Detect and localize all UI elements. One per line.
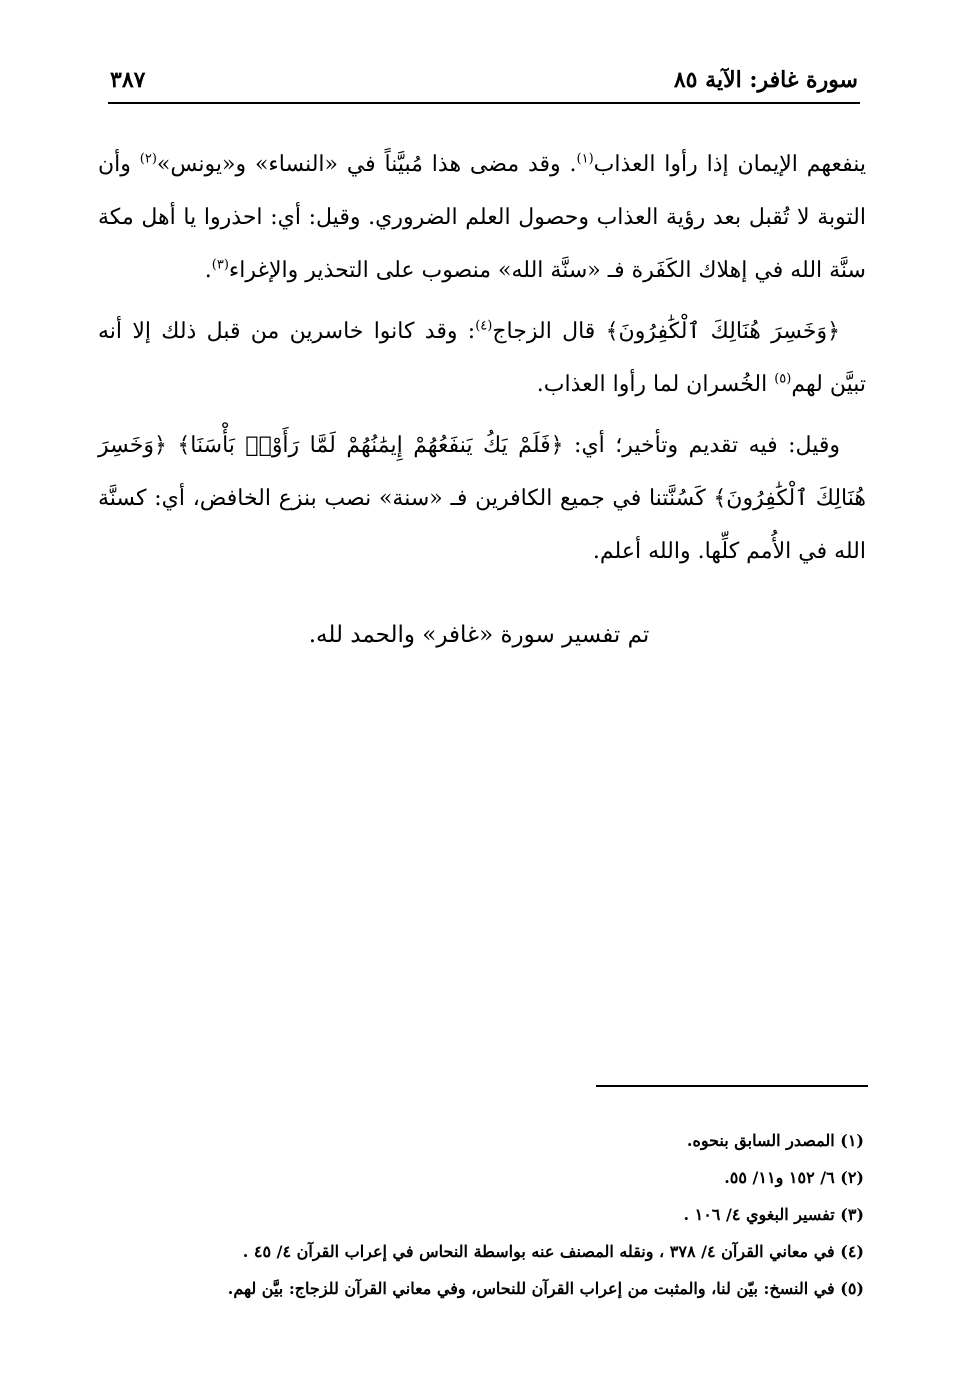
text-run: الخُسران لما رأوا العذاب. bbox=[536, 372, 775, 397]
running-title: سورة غافر: الآية ٨٥ bbox=[673, 67, 858, 93]
text-run bbox=[167, 433, 178, 458]
paragraph-2 bbox=[98, 305, 866, 411]
paragraph-1 bbox=[98, 138, 866, 297]
footnote-ref-5: (٥) bbox=[774, 371, 792, 387]
quran-verse: ﴿فَلَمْ يَكُ يَنفَعُهُمْ إِيمَٰنُهُمْ لَمَّا رَأَوْا۟ بَأْسَنَا﴾ bbox=[177, 433, 564, 458]
footnotes bbox=[120, 1122, 864, 1307]
footnote-rule bbox=[596, 1085, 868, 1087]
text-run: وقيل: فيه تقديم وتأخير؛ أي: bbox=[563, 433, 840, 458]
footnote-1: (١) المصدر السابق بنحوه. bbox=[686, 1131, 864, 1150]
quran-verse: ﴿وَخَسِرَ هُنَالِكَ ٱلْكَٰفِرُونَ﴾ bbox=[98, 433, 866, 511]
text-run: وأن التوبة لا تُقبل بعد رؤية العذاب وحصول العلم الضروري. وقيل: أي: احذروا يا أهل مكة سنَّة الله في إهلاك الكَفَرة فـ «سنَّة الله» منصوب على التحذير والإغراء bbox=[98, 152, 866, 283]
quran-verse: ﴿وَخَسِرَ هُنَالِكَ ٱلْكَٰفِرُونَ﴾ bbox=[605, 319, 841, 344]
footnote-2: (٢) ٦/ ١٥٢ و١١/ ٥٥. bbox=[724, 1168, 864, 1187]
text-run: : وقد كانوا خاسرين من قبل ذلك إلا أنه تبيَّن لهم bbox=[98, 319, 866, 397]
text-run: ينفعهم الإيمان إذا رأوا العذاب bbox=[593, 152, 866, 177]
footnote-4: (٤) في معاني القرآن ٤/ ٣٧٨ ، ونقله المصنف عنه بواسطة النحاس في إعراب القرآن ٤/ ٤٥ . bbox=[242, 1242, 864, 1261]
paragraph-3 bbox=[98, 419, 866, 578]
text-run: . وقد مضى هذا مُبيَّناً في «النساء» و«يونس» bbox=[156, 152, 577, 177]
text-run: . bbox=[204, 258, 212, 283]
footnote-5: (٥) في النسخ: بيّن لنا، والمثبت من إعراب القرآن للنحاس، وفي معاني القرآن للزجاج: بيَّن لهم. bbox=[227, 1279, 864, 1298]
text-run: كَسُنَّتنا في جميع الكافرين فـ «سنة» نصب بنزع الخافض، أي: كسنَّة الله في الأُمم كلِّها. والله أعلم. bbox=[98, 486, 866, 564]
page-number: ٣٨٧ bbox=[110, 67, 146, 93]
body-text bbox=[98, 138, 866, 586]
text-run: قال الزجاج bbox=[492, 319, 606, 344]
footnote-3: (٣) تفسير البغوي ٤/ ١٠٦ . bbox=[683, 1205, 864, 1224]
footnote-ref-1: (١) bbox=[576, 151, 594, 167]
footnote-ref-3: (٣) bbox=[211, 257, 229, 273]
header-rule bbox=[108, 102, 860, 104]
closing-line: تم تفسير سورة «غافر» والحمد لله. bbox=[308, 622, 650, 648]
footnote-ref-4: (٤) bbox=[475, 318, 493, 334]
page-header bbox=[110, 62, 858, 98]
footnote-ref-2: (٢) bbox=[139, 151, 157, 167]
